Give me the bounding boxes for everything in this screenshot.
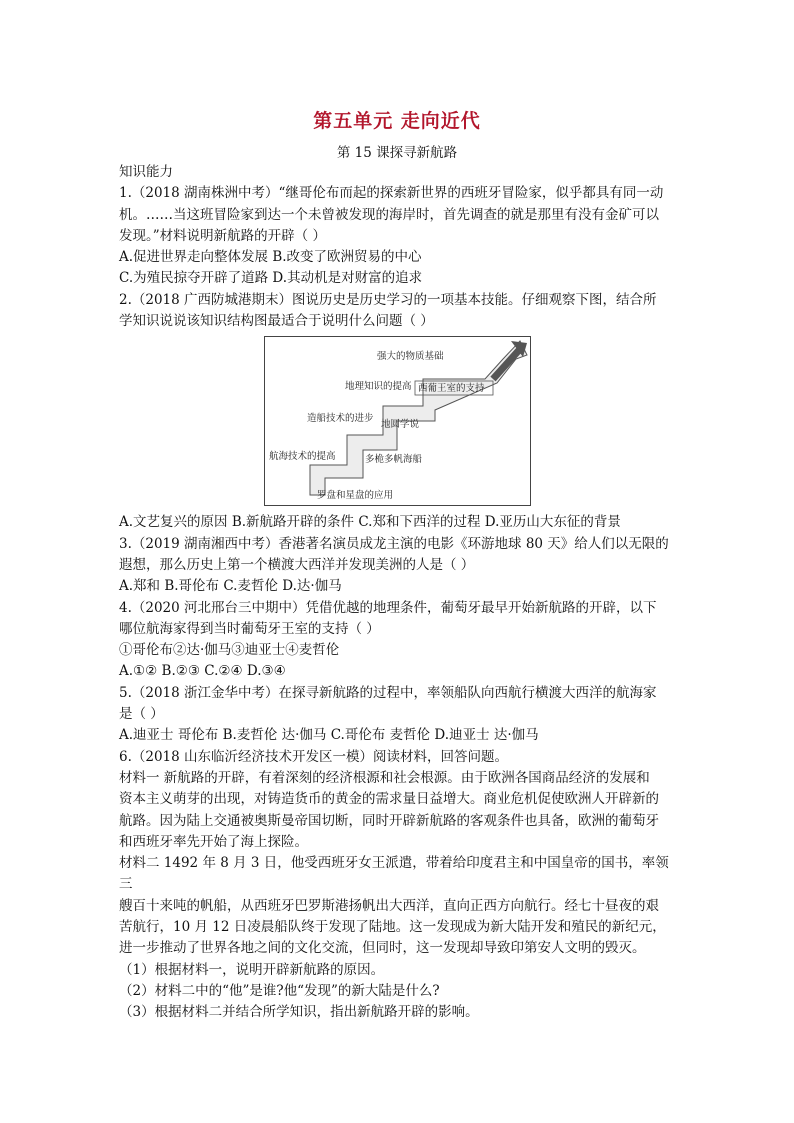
question-5 [119,683,679,747]
question-line: 4.（2020 河北邢台三中期中）凭借优越的地理条件，葡萄牙最早开始新航路的开辟，以下 [119,599,657,616]
question-2 [119,290,679,534]
question-line: 是（ ） [119,706,164,723]
step-label: 地理知识的提高 [345,381,412,393]
step-label: 强大的物质基础 [377,351,444,363]
answer-options: A.迪亚士 哥伦布 B.麦哲伦 达·伽马 C.哥伦布 麦哲伦 D.迪亚士 达·伽马 [119,727,539,744]
question-line: 遐想，那么历史上第一个横渡大西洋并发现美洲的人是（ ） [119,556,475,573]
question-line: 3.（2019 湖南湘西中考）香港著名演员成龙主演的电影《环游地球 80 天》给人们以无限的 [119,535,669,552]
material-line: 航路。因为陆上交通被奥斯曼帝国切断，同时开辟新航路的客观条件也具备，欧洲的葡萄牙 [119,812,659,829]
question-4 [119,598,679,683]
unit-title: 第五单元 走向近代 [313,110,481,132]
answer-options: A.郑和 B.哥伦布 C.麦哲伦 D.达·伽马 [119,578,342,595]
figure-container [119,332,679,512]
question-line: 6.（2018 山东临沂经济技术开发区一模）阅读材料，回答问题。 [119,748,509,765]
material-line: 材料二 1492 年 8 月 3 日，他受西班牙女王派遣，带着给印度君主和中国皇帝的国书，率领三 [119,855,669,893]
step-label: 航海技术的提高 [269,451,336,463]
material-line: 和西班牙率先开始了海上探险。 [119,833,308,850]
answer-options: A.促进世界走向整体发展 B.改变了欧洲贸易的中心 [119,249,422,266]
sub-question: （1）根据材料一，说明开辟新航路的原因。 [119,961,385,978]
question-line: 1.（2018 湖南株洲中考）“继哥伦布而起的探索新世界的西班牙冒险家，似乎都具有同一动 [119,185,664,202]
question-line: 5.（2018 浙江金华中考）在探寻新航路的过程中，率领船队向西航行横渡大西洋的航海家 [119,684,657,701]
question-line: 学知识说说该知识结构图最适合于说明什么问题（ ） [119,313,434,330]
document-body [119,162,679,1024]
answer-options: A.①② B.②③ C.②④ D.③④ [119,663,286,680]
material-line: 艘百十来吨的帆船，从西班牙巴罗斯港扬帆出大西洋，直向正西方向航行。经七十昼夜的艰 [119,897,659,914]
answer-options: A.文艺复兴的原因 B.新航路开辟的条件 C.郑和下西洋的过程 D.亚历山大东征的背景 [119,514,621,531]
material-line: 材料一 新航路的开辟，有着深刻的经济根源和社会根源。由于欧洲各国商品经济的发展和 [119,769,650,786]
material-line: 苦航行，10 月 12 日凌晨船队终于发现了陆地。这一发现成为新大陆开发和殖民的新纪元， [119,919,666,936]
question-3 [119,534,679,598]
staircase-diagram [264,336,531,506]
question-line: 2.（2018 广西防城港期末）图说历史是历史学习的一项基本技能。仔细观察下图，结合所 [119,291,657,308]
step-label: 地圆学说 [381,419,420,431]
material-line: 进一步推动了世界各地之间的文化交流，但同时，这一发现却导致印第安人文明的毁灭。 [119,940,646,957]
question-line: 发现。”材料说明新航路的开辟（ ） [119,227,326,244]
staircase-svg [265,337,530,505]
question-line: 哪位航海家得到当时葡萄牙王室的支持（ ） [119,620,380,637]
lesson-title: 第 15 课探寻新航路 [336,145,458,161]
question-line: ①哥伦布②达·伽马③迪亚士④麦哲伦 [119,642,340,659]
sub-question: （2）材料二中的“他”是谁?他“发现”的新大陆是什么? [119,982,440,999]
material-line: 资本主义萌芽的出现，对铸造货币的黄金的需求量日益增大。商业危机促使欧洲人开辟新的 [119,791,659,808]
step-label: 多桅多帆海船 [365,454,423,466]
step-label: 罗盘和星盘的应用 [317,490,394,502]
question-1 [119,183,679,289]
step-label: 造船技术的进步 [307,413,374,425]
answer-options: C.为殖民掠夺开辟了道路 D.其动机是对财富的追求 [119,270,423,287]
question-6 [119,747,679,1024]
section-heading: 知识能力 [119,164,173,180]
sub-question: （3）根据材料二并结合所学知识，指出新航路开辟的影响。 [119,1004,479,1021]
question-line: 机。……当这班冒险家到达一个未曾被发现的海岸时，首先调查的就是那里有没有金矿可以 [119,206,659,223]
step-label: 西葡王室的支持 [418,383,485,395]
